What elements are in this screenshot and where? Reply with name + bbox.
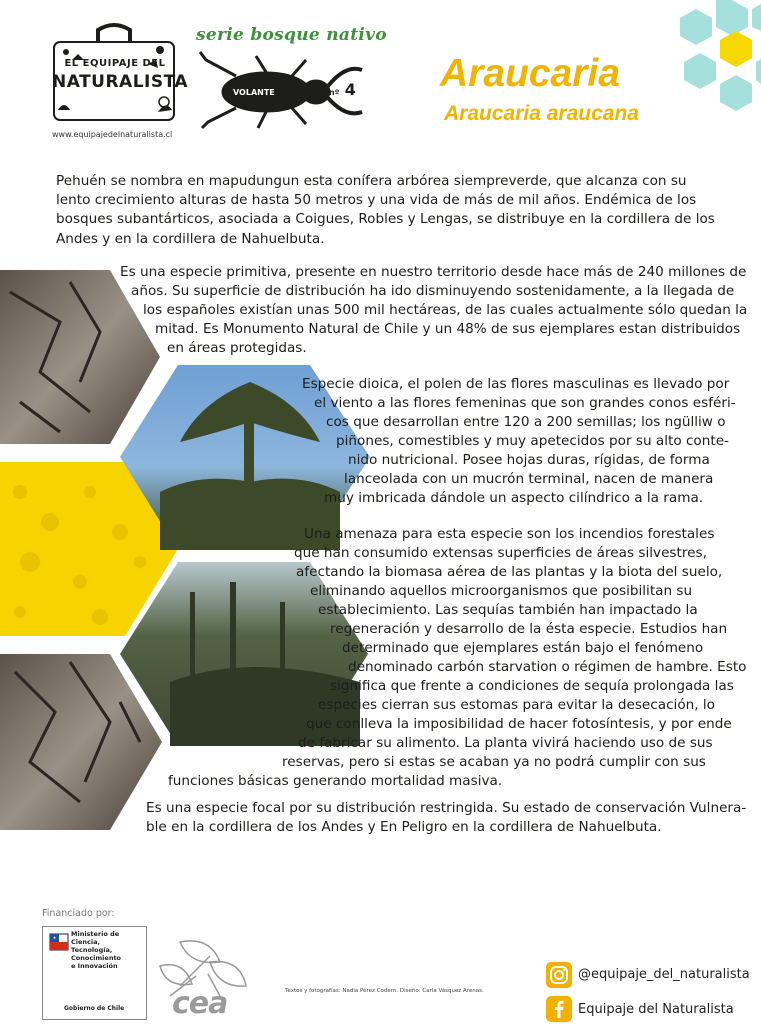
p4-line: especies cierran sus estomas para evitar la desecación, lo	[318, 697, 715, 713]
logo-text-line1: EL EQUIPAJE DEL	[64, 58, 166, 69]
p5-line: ble en la cordillera de los Andes y En Peligro en la cordillera de Nahuelbuta.	[146, 819, 662, 835]
p4-line: Una amenaza para esta especie son los incendios forestales	[304, 526, 715, 542]
page-title: Araucaria	[440, 52, 620, 95]
scientific-name: Araucaria araucana	[444, 102, 639, 125]
p2-line: en áreas protegidas.	[167, 340, 307, 356]
p4-line: funciones básicas generando mortalidad masiva.	[168, 773, 503, 789]
intro-paragraph: Pehuén se nombra en mapudungun esta conífera arbórea siempreverde, que alcanza con su lento crecimiento alturas de hasta 50 metros y una vida de más de mil años. Endémica de los bosques subantárticos, asociada a Coigues, Robles y Lengas, se distribuye en la cordillera de los Andes y en la cordillera de Nahuelbuta.	[56, 173, 715, 247]
chile-coat-of-arms-icon	[48, 930, 70, 954]
p3-line: Especie dioica, el polen de las flores masculinas es llevado por	[302, 376, 730, 392]
p4-line: establecimiento. Las sequías también han impactado la	[318, 602, 698, 618]
p3-line: piñones, comestibles y muy apetecidos por su alto conte-	[336, 433, 729, 449]
volante-label: VOLANTE	[233, 88, 275, 97]
p4-line: afectando la biomasa aérea de las plantas y la biota del suelo,	[296, 564, 723, 580]
p4-line: que han consumido extensas superficies de áreas silvestres,	[294, 545, 707, 561]
p3-line: el viento a las flores femeninas que son grandes conos esféri-	[314, 395, 736, 411]
p4-line: de fabricar su alimento. La planta vivirá haciendo uso de sus	[298, 735, 713, 751]
logo-text-line2: NATURALISTA	[52, 72, 189, 92]
p2-line: años. Su superficie de distribución ha ido disminuyendo sostenidamente, a la llegada de	[131, 283, 735, 299]
p5-line: Es una especie focal por su distribución restringida. Su estado de conservación Vulnera-	[146, 800, 747, 816]
volante-number: nº 4	[329, 80, 356, 99]
series-title: serie bosque nativo	[196, 25, 387, 45]
p3-line: nido nutricional. Posee hojas duras, rígidas, de forma	[348, 452, 710, 468]
p4-line: reservas, pero si estas se acaban ya no podrá cumplir con sus	[282, 754, 706, 770]
p4-line: regeneración y desarrollo de la ésta especie. Estudios han	[330, 621, 728, 637]
funding-label: Financiado por:	[42, 908, 115, 919]
credits-text: Textos y fotografías: Nadia Pérez Codern. Diseño: Carla Vásquez Arenas.	[285, 988, 484, 994]
p4-line: determinado que ejemplares están bajo el fenómeno	[342, 640, 704, 656]
cea-logo-text: cea	[172, 986, 228, 1021]
p3-line: cos que desarrollan entre 120 a 200 semillas; los ngülliw o	[326, 414, 726, 430]
p2-line: los españoles existían unas 500 mil hectáreas, de las cuales actualmente sólo quedan la	[143, 302, 748, 318]
facebook-icon[interactable]	[546, 996, 572, 1022]
p4-line: eliminando aquellos microorganismos que posibilitan su	[310, 583, 693, 599]
p4-line: denominado carbón starvation o régimen de hambre. Esto	[348, 659, 747, 675]
facebook-page[interactable]: Equipaje del Naturalista	[578, 1002, 734, 1017]
honeycomb-decoration	[660, 0, 761, 150]
ministry-name: Ministerio de Ciencia, Tecnología, Conocimiento e Innovación	[71, 930, 122, 970]
website-link[interactable]: www.equipajedelnaturalista.cl	[52, 130, 173, 139]
p3-line: lanceolada con un mucrón terminal, nacen de manera	[344, 471, 714, 487]
gobierno-label: Gobierno de Chile	[64, 1005, 125, 1012]
p3-line: muy imbricada dándole un aspecto cilíndrico a la rama.	[324, 490, 704, 506]
instagram-icon[interactable]	[546, 962, 572, 988]
p4-line: significa que frente a condiciones de sequía prolongada las	[330, 678, 734, 694]
p4-line: que conlleva la imposibilidad de hacer fotosíntesis, y por ende	[306, 716, 732, 732]
instagram-handle[interactable]: @equipaje_del_naturalista	[578, 967, 750, 982]
p2-line: Es una especie primitiva, presente en nuestro territorio desde hace más de 240 millones de	[120, 264, 747, 280]
p2-line: mitad. Es Monumento Natural de Chile y un 48% de sus ejemplares estan distribuidos	[155, 321, 741, 337]
